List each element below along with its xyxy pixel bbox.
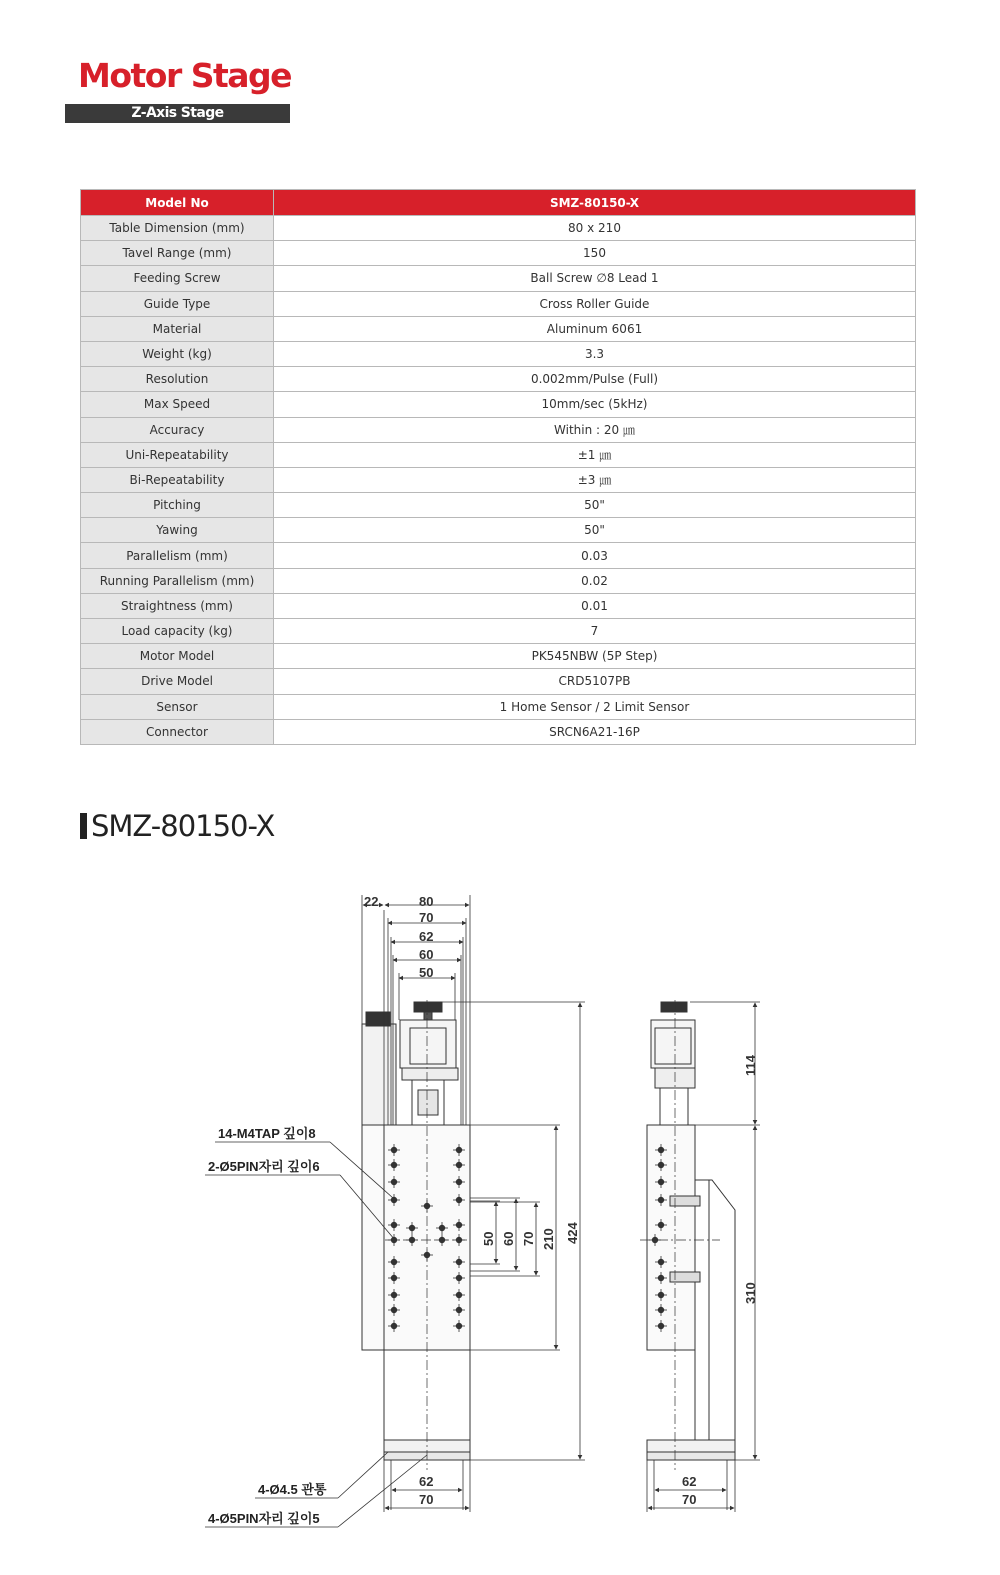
dim-60-top: 60 (419, 947, 434, 962)
dim-424: 424 (565, 1222, 580, 1244)
title-bar-marker (80, 813, 87, 839)
spec-value: 0.02 (274, 568, 916, 593)
spec-label: Pitching (81, 493, 274, 518)
front-table-plate (362, 1125, 470, 1350)
dim-80: 80 (419, 894, 434, 909)
front-motor-housing (400, 1020, 456, 1068)
spec-row (81, 669, 916, 694)
spec-table-header (81, 190, 916, 216)
spec-label: Accuracy (81, 417, 274, 442)
spec-value: ±3 ㎛ (274, 467, 916, 492)
spec-label: Material (81, 316, 274, 341)
spec-label: Load capacity (kg) (81, 619, 274, 644)
note-tap: 14-M4TAP 깊이8 (218, 1126, 316, 1141)
spec-label: Straightness (mm) (81, 593, 274, 618)
spec-value: 50" (274, 518, 916, 543)
spec-row (81, 266, 916, 291)
spec-label: Connector (81, 719, 274, 744)
spec-value: 10mm/sec (5kHz) (274, 392, 916, 417)
spec-row (81, 417, 916, 442)
spec-row (81, 442, 916, 467)
dim-70-side: 70 (521, 1231, 536, 1246)
dim-114: 114 (743, 1055, 758, 1076)
spec-row (81, 341, 916, 366)
dim-70-front-bottom: 70 (419, 1492, 434, 1507)
spec-value: 0.002mm/Pulse (Full) (274, 367, 916, 392)
spec-label: Guide Type (81, 291, 274, 316)
front-view (362, 1000, 470, 1470)
spec-row (81, 216, 916, 241)
spec-value: 7 (274, 619, 916, 644)
spec-value: 0.03 (274, 543, 916, 568)
spec-value: Within : 20 ㎛ (274, 417, 916, 442)
spec-table (80, 189, 916, 745)
spec-value: 80 x 210 (274, 216, 916, 241)
spec-value: CRD5107PB (274, 669, 916, 694)
note-thru: 4-Ø4.5 관통 (258, 1482, 327, 1497)
page-title: Motor Stage (78, 56, 292, 95)
spec-value: 50" (274, 493, 916, 518)
spec-row (81, 367, 916, 392)
spec-label: Drive Model (81, 669, 274, 694)
spec-row (81, 291, 916, 316)
spec-row (81, 568, 916, 593)
spec-row (81, 593, 916, 618)
dim-62-top: 62 (419, 929, 434, 944)
spec-row (81, 392, 916, 417)
spec-value: 150 (274, 241, 916, 266)
spec-value: PK545NBW (5P Step) (274, 644, 916, 669)
front-motor-knob (414, 1002, 442, 1012)
dim-50-side: 50 (481, 1231, 496, 1246)
spec-value: SRCN6A21-16P (274, 719, 916, 744)
spec-value: 1 Home Sensor / 2 Limit Sensor (274, 694, 916, 719)
spec-row (81, 518, 916, 543)
spec-row (81, 619, 916, 644)
spec-label: Resolution (81, 367, 274, 392)
spec-label: Sensor (81, 694, 274, 719)
spec-value: ±1 ㎛ (274, 442, 916, 467)
spec-row (81, 467, 916, 492)
spec-table-body (81, 216, 916, 745)
side-motor-housing (651, 1020, 695, 1068)
spec-value: 0.01 (274, 593, 916, 618)
page-subtitle-badge: Z-Axis Stage (65, 104, 290, 123)
spec-label: Yawing (81, 518, 274, 543)
spec-row (81, 719, 916, 744)
dim-70-top: 70 (419, 910, 434, 925)
drawing-section-title (80, 806, 274, 846)
dim-210: 210 (541, 1228, 556, 1250)
spec-label: Table Dimension (mm) (81, 216, 274, 241)
spec-row (81, 543, 916, 568)
spec-label: Max Speed (81, 392, 274, 417)
dim-22: 22 (364, 894, 379, 909)
spec-label: Bi-Repeatability (81, 467, 274, 492)
spec-label: Uni-Repeatability (81, 442, 274, 467)
note-pin-top: 2-Ø5PIN자리 깊이6 (208, 1159, 320, 1174)
dim-70-side-bottom: 70 (682, 1492, 697, 1507)
spec-row (81, 316, 916, 341)
spec-label: Parallelism (mm) (81, 543, 274, 568)
dim-50-top: 50 (419, 965, 434, 980)
drawing-title-text: SMZ-80150-X (91, 809, 275, 843)
spec-label: Tavel Range (mm) (81, 241, 274, 266)
spec-row (81, 493, 916, 518)
spec-row (81, 241, 916, 266)
spec-row (81, 694, 916, 719)
dim-310: 310 (743, 1282, 758, 1304)
dim-62-front-bottom: 62 (419, 1474, 434, 1489)
spec-header-value: SMZ-80150-X (274, 190, 916, 216)
spec-label: Running Parallelism (mm) (81, 568, 274, 593)
technical-drawing (0, 860, 1000, 1560)
spec-value: Aluminum 6061 (274, 316, 916, 341)
spec-row (81, 644, 916, 669)
side-motor-knob (661, 1002, 687, 1012)
spec-label: Motor Model (81, 644, 274, 669)
side-view (640, 1000, 735, 1470)
note-pin-bottom: 4-Ø5PIN자리 깊이5 (208, 1511, 320, 1526)
spec-value: Ball Screw ∅8 Lead 1 (274, 266, 916, 291)
side-column (695, 1180, 709, 1440)
dim-62-side-bottom: 62 (682, 1474, 697, 1489)
spec-header-label: Model No (81, 190, 274, 216)
spec-value: 3.3 (274, 341, 916, 366)
spec-label: Weight (kg) (81, 341, 274, 366)
spec-value: Cross Roller Guide (274, 291, 916, 316)
spec-label: Feeding Screw (81, 266, 274, 291)
dim-60-side: 60 (501, 1231, 516, 1246)
